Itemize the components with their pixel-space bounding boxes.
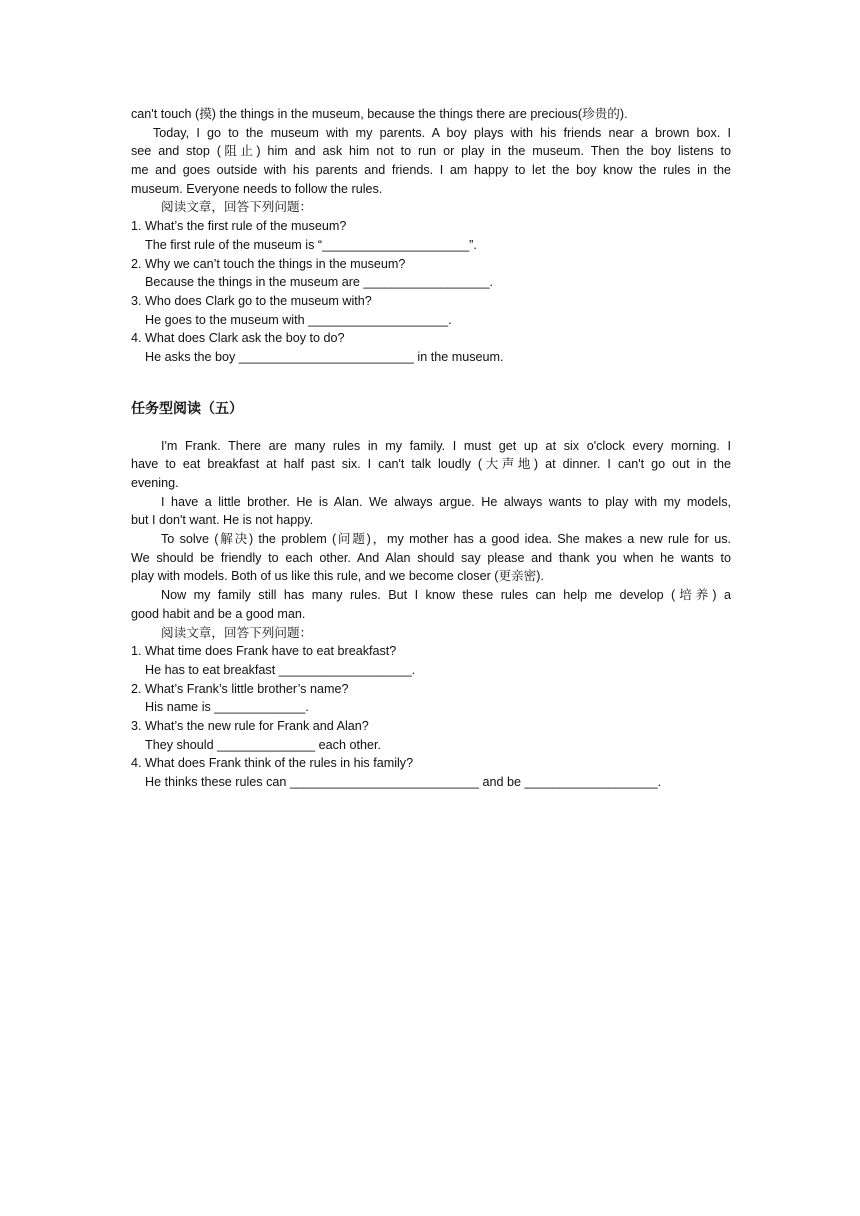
passage-line: I'm Frank. There are many rules in my family. I must get up at six o'clock every morning. I (161, 438, 731, 453)
section-title: 任务型阅读（五） (131, 400, 243, 417)
passage-line: see and stop (阻止) him and ask him not to run or play in the museum. Then the boy listens to (131, 144, 731, 159)
answer-line: The first rule of the museum is “_____________________”. (145, 237, 477, 252)
passage-line: good habit and be a good man. (131, 606, 306, 621)
answer-line: He has to eat breakfast ___________________. (145, 662, 416, 677)
question: 3. Who does Clark go to the museum with? (131, 293, 372, 308)
passage-line: Today, I go to the museum with my parents. A boy plays with his friends near a brown box. I (153, 125, 731, 140)
passage-line: To solve (解决) the problem (问题)，my mother has a good idea. She makes a new rule for us. (161, 532, 731, 547)
passage-line: evening. (131, 476, 179, 490)
answer-line: He asks the boy _________________________ in the museum. (145, 349, 504, 364)
question: 1. What time does Frank have to eat breakfast? (131, 644, 397, 659)
answer-line: He thinks these rules can ___________________________ and be ___________________. (145, 775, 662, 789)
passage-line: I have a little brother. He is Alan. We always argue. He always wants to play with my models, (161, 494, 731, 509)
answer-line: Because the things in the museum are __________________. (145, 275, 493, 290)
passage-line: have to eat breakfast at half past six. I can't talk loudly (大声地) at dinner. I can't go out in the (131, 457, 731, 472)
passage-line: museum. Everyone needs to follow the rules. (131, 181, 383, 196)
question: 1. What’s the first rule of the museum? (131, 219, 347, 234)
question: 4. What does Frank think of the rules in his family? (131, 756, 414, 771)
question: 2. What’s Frank’s little brother’s name? (131, 681, 349, 696)
question: 3. What’s the new rule for Frank and Alan? (131, 718, 369, 733)
passage-line: me and goes outside with his parents and friends. I am happy to let the boy know the rules in the (131, 163, 731, 178)
document-content (131, 105, 731, 792)
passage-line: can't touch (摸) the things in the museum, because the things there are precious(珍贵的). (131, 107, 628, 121)
answer-line: They should ______________ each other. (145, 737, 381, 752)
question: 2. Why we can’t touch the things in the museum? (131, 256, 406, 271)
passage-line: but I don't want. He is not happy. (131, 513, 314, 528)
answer-line: His name is _____________. (145, 700, 309, 715)
passage-line: play with models. Both of us like this rule, and we become closer (更亲密). (131, 569, 544, 584)
instruction: 阅读文章，回答下列问题： (161, 624, 313, 640)
question: 4. What does Clark ask the boy to do? (131, 331, 345, 346)
answer-line: He goes to the museum with ____________________. (145, 312, 452, 327)
passage-line: Now my family still has many rules. But I know these rules can help me develop (培养) a (161, 588, 731, 603)
instruction: 阅读文章，回答下列问题： (161, 199, 313, 215)
passage-line: We should be friendly to each other. And Alan should say please and thank you when he wants to (131, 550, 731, 565)
